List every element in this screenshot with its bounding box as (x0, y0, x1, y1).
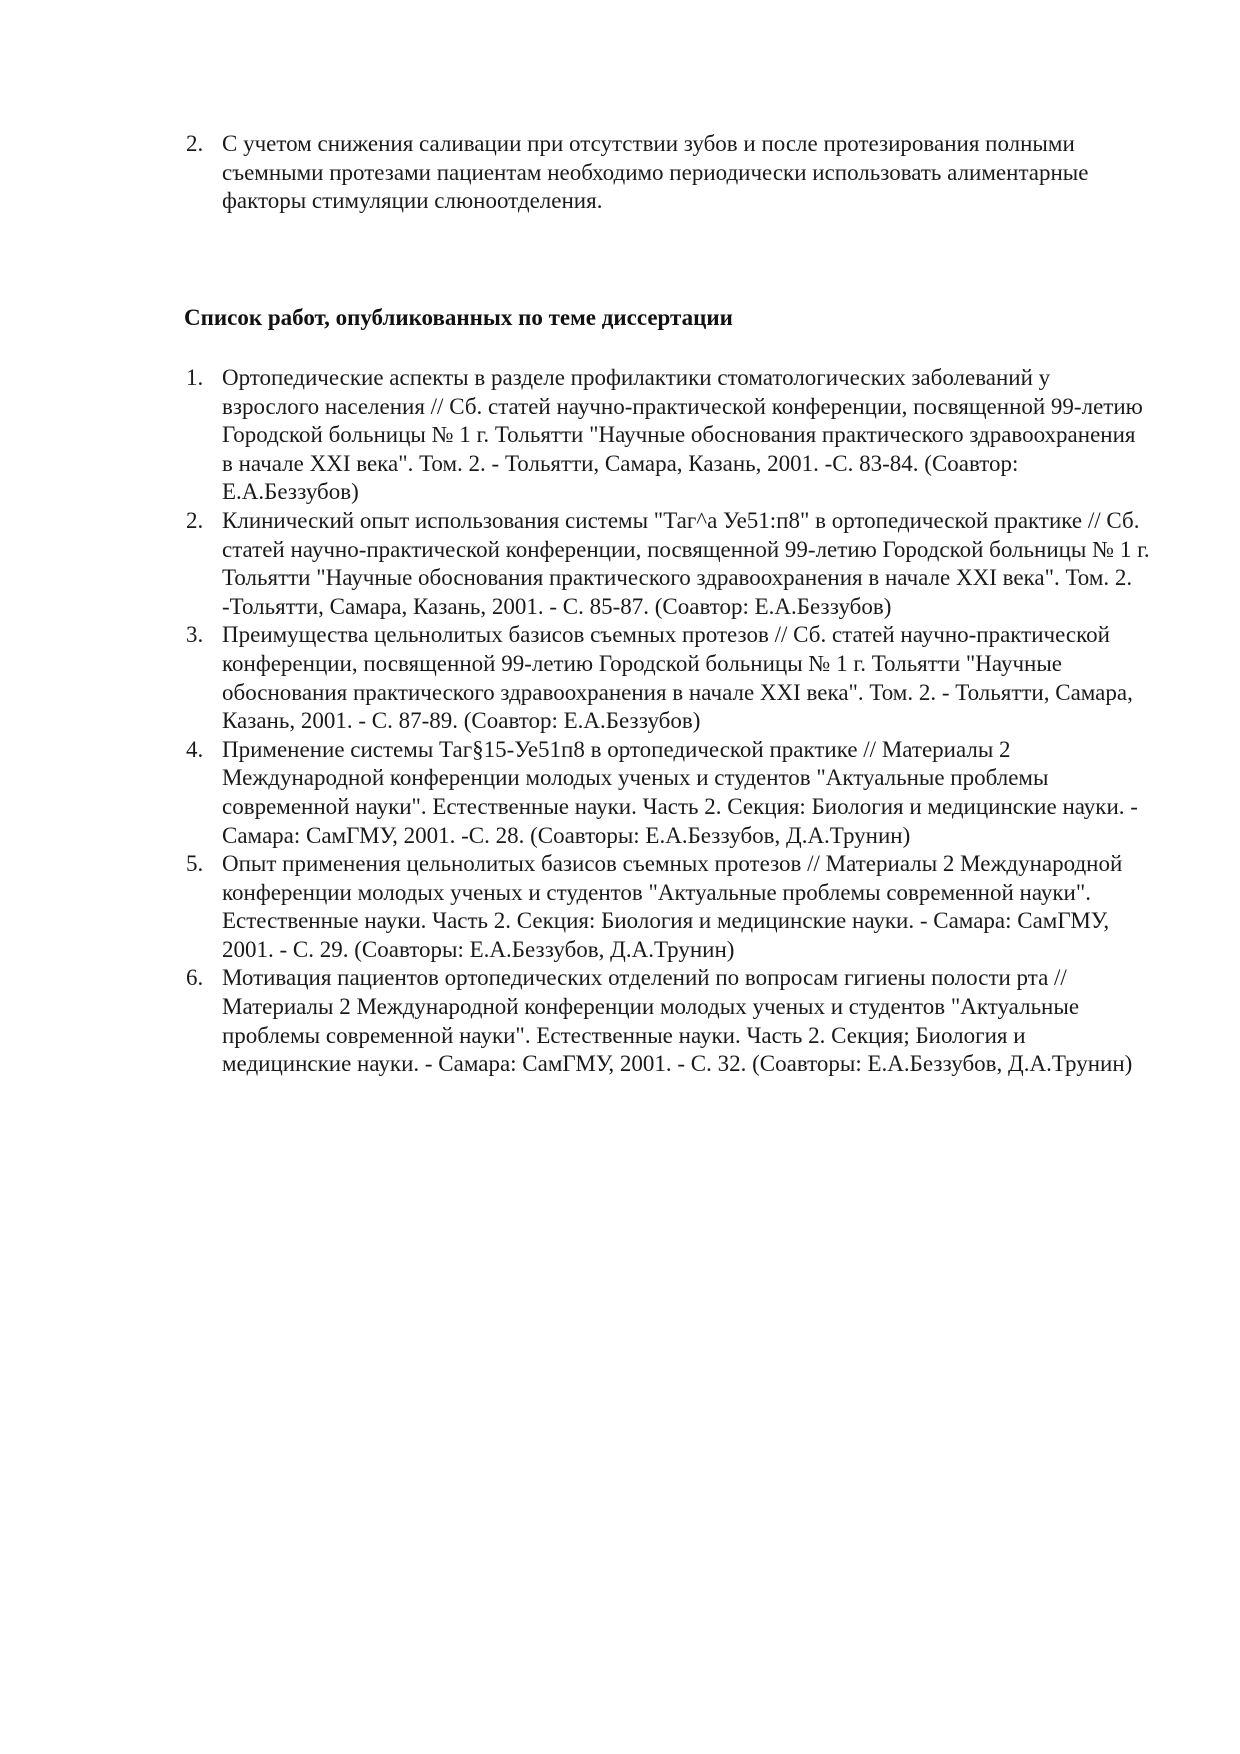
publication-item (186, 736, 1152, 850)
conclusions-list (186, 130, 1152, 216)
publication-number: 3. (186, 622, 204, 648)
publication-item (186, 964, 1152, 1078)
conclusion-item-2 (186, 130, 1152, 216)
publication-text: Ортопедические аспекты в разделе профилактики стоматологических заболеваний у взрослого населения // Сб. статей научно-практической конференции, посвященной 99-летию Городской больницы № 1 г. Тольятти "Научные обоснования практического здравоохранения в начале XXI века". Том. 2. - Тольятти, Самара, Казань, 2001. -С. 83-84. (Соавтор: Е.А.Беззубов) (222, 365, 1143, 505)
publication-item (186, 621, 1152, 735)
publication-item (186, 507, 1152, 621)
publication-number: 1. (186, 365, 204, 390)
publication-text: Применение системы Таг§15-Уе51п8 в ортопедической практике // Материалы 2 Международной конференции молодых ученых и студентов "Актуальные проблемы современной науки". Естественные науки. Часть 2. Секция: Биология и медицинские науки. - Самара: СамГМУ, 2001. -С. 28. (Соавторы: Е.А.Беззубов, Д.А.Трунин) (222, 736, 1138, 848)
conclusion-number: 2. (186, 131, 204, 156)
section-heading-publications: Список работ, опубликованных по теме диссертации (184, 305, 733, 330)
publication-number: 6. (186, 965, 204, 991)
publication-number: 2. (186, 507, 204, 533)
publication-number: 5. (186, 851, 204, 877)
publication-item (186, 850, 1152, 964)
conclusion-text: С учетом снижения саливации при отсутствии зубов и после протезирования полными съемными протезами пациентам необходимо периодически использовать алиментарные факторы стимуляции слюноотделения. (222, 131, 1089, 214)
publication-text: Преимущества цельнолитых базисов съемных протезов // Сб. статей научно-практической конференции, посвященной 99-летию Городской больницы № 1 г. Тольятти "Научные обоснования практического здравоохранения в начале XXI века". Том. 2. - Тольятти, Самара, Казань, 2001. - С. 87-89. (Соавтор: Е.А.Беззубов) (222, 622, 1133, 734)
publications-list (186, 364, 1152, 1079)
publication-text: Мотивация пациентов ортопедических отделений по вопросам гигиены полости рта // Материалы 2 Международной конференции молодых ученых и студентов "Актуальные проблемы современной науки". Естественные науки. Часть 2. Секция; Биология и медицинские науки. - Самара: СамГМУ, 2001. - С. 32. (Соавторы: Е.А.Беззубов, Д.А.Трунин) (222, 965, 1133, 1077)
publication-number: 4. (186, 736, 204, 762)
publication-text: Клинический опыт использования системы "Таг^а Уе51:п8" в ортопедической практике // Сб. статей научно-практической конференции, посвященной 99-летию Городской больницы № 1 г. Тольятти "Научные обоснования практического здравоохранения в начале XXI века". Том. 2. -Тольятти, Самара, Казань, 2001. - С. 85-87. (Соавтор: Е.А.Беззубов) (222, 507, 1150, 619)
publication-item (186, 364, 1152, 507)
publication-text: Опыт применения цельнолитых базисов съемных протезов // Материалы 2 Международной конференции молодых ученых и студентов "Актуальные проблемы современной науки". Естественные науки. Часть 2. Секция: Биология и медицинские науки. - Самара: СамГМУ, 2001. - С. 29. (Соавторы: Е.А.Беззубов, Д.А.Трунин) (222, 851, 1123, 962)
